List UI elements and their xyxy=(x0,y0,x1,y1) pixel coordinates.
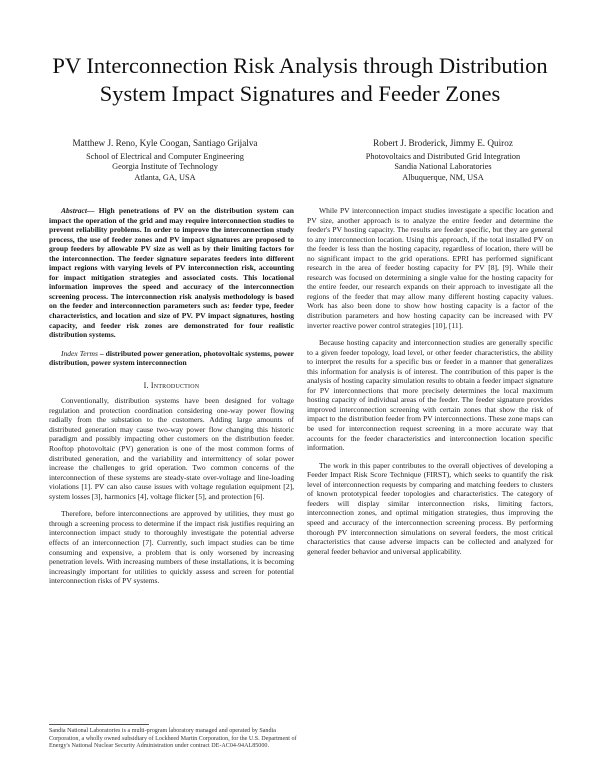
footnote: Sandia National Laboratories is a multi-program laboratory managed and operated by Sandia Corporation, a wholly owned subsidiary of Lockheed Martin Corporation, for the U.S. Department of Energy's National Nuclear Security Administration under contract DE-AC04-94AL85000. xyxy=(49,728,297,750)
author-institution-left: Georgia Institute of Technology xyxy=(112,162,218,172)
author-location-right: Albuquerque, NM, USA xyxy=(402,172,484,182)
right-paragraph-2: Because hosting capacity and interconnection studies are generally specific to a given feeder topology, load level, or other feeder characteristics, the ability to interpret the results for a specific bus or feeder in a manner that generalizes this information for analysis is of interest. The contribution of this paper is the analysis of hosting capacity simulation results to obtain a feeder impact signature for PV interconnections that more precisely determines the local maximum hosting capacity of individual areas of the feeder. The feeder signature provides improved interconnection screening with certain zones that show the risk of impact to the distribution feeder from PV interconnections. These zone maps can be used for interconnection request screening in a more accurate way that accounts for the feeder characteristics and interconnection location specific information. xyxy=(307,338,553,453)
abstract-text: High penetrations of PV on the distribution system can impact the operation of the grid and may require interconnection studies to prevent reliability problems. In order to improve the interconnection study process, the use of feeder zones and PV impact signatures are proposed to group feeders by allowable PV size as well as by their limiting factors for the interconnection. The feeder signature separates feeders into different impact regions with varying levels of PV interconnection risk, accounting for impact mitigation strategies and associated costs. This locational information improves the speed and accuracy of the interconnection screening process. The interconnection risk analysis methodology is based on the feeder and interconnection parameters such as: feeder type, feeder characteristics, and location and size of PV. PV impact signatures, hosting capacity, and feeder risk zones are demonstrated for four realistic distribution systems. xyxy=(49,206,294,340)
section-numeral: I. xyxy=(143,380,151,390)
right-column xyxy=(307,206,553,556)
author-block-right xyxy=(318,138,568,183)
index-terms xyxy=(49,349,294,368)
title-line-1: PV Interconnection Risk Analysis through Distribution xyxy=(52,53,548,78)
abstract-dash: — xyxy=(87,206,99,215)
abstract xyxy=(49,206,294,340)
intro-paragraph-2: Therefore, before interconnections are approved by utilities, they must go through a screening process to determine if the impact risk justifies requiring an interconnection impact study to thoroughly investigate the potential adverse effects of an interconnection [7]. Currently, such impact studies can be time consuming and expensive, a problem that is only worsened by increasing penetration levels. With increasing numbers of these installations, it is becoming increasingly important for utilities to quickly assess and screen for potential interconnection risks of PV systems. xyxy=(49,509,294,586)
right-paragraph-3: The work in this paper contributes to the overall objectives of developing a Feeder Impact Risk Score Technique (FIRST), which seeks to quantify the risk level of interconnection requests by comparing and matching feeders to clusters of known prototypical feeder topologies and characteristics. The category of feeders will display similar interconnection risks, limiting factors, interconnection zones, and optimal mitigation strategies, thus improving the speed and accuracy of the interconnection screening process. By performing thorough PV interconnection simulations on several feeders, the most critical characteristics that cause adverse impacts can be collected and analyzed for general feeder behavior and universal applicability. xyxy=(307,460,553,556)
author-institution-right: Sandia National Laboratories xyxy=(394,162,492,172)
title-line-2: System Impact Signatures and Feeder Zones xyxy=(99,81,501,106)
author-dept-left: School of Electrical and Computer Engineering xyxy=(86,151,244,161)
intro-paragraph-1: Conventionally, distribution systems have been designed for voltage regulation and protection coordination considering one-way power flowing radially from the substation to the customers. Adding large amounts of distributed generation may cause two-way power flow changing this historic paradigm and possibly impacting other customers on the distribution feeder. Rooftop photovoltaic (PV) generation is one of the most common forms of distributed generation, and the variability and intermittency of solar power increase the challenges to grid operation. Two common concerns of the interconnection of these systems are steady-state over-voltage and line-loading violations [1]. PV can also cause issues with voltage regulation equipment [2], system losses [3], harmonics [4], voltage flicker [5], and protection [6]. xyxy=(49,396,294,501)
index-terms-text: – distributed power generation, photovoltaic systems, power distribution, power system interconnection xyxy=(49,348,294,368)
section-heading-introduction xyxy=(49,381,294,391)
section-title: Introduction xyxy=(150,380,200,390)
left-column xyxy=(49,206,294,586)
author-names-right: Robert J. Broderick, Jimmy E. Quiroz xyxy=(373,138,513,148)
paper-title xyxy=(20,52,580,108)
author-block-left xyxy=(40,138,290,183)
abstract-label: Abstract xyxy=(61,206,87,215)
author-dept-right: Photovoltaics and Distributed Grid Integration xyxy=(365,151,521,161)
footnote-divider xyxy=(49,724,149,725)
index-terms-label: Index Terms xyxy=(61,348,98,358)
author-names-left: Matthew J. Reno, Kyle Coogan, Santiago Grijalva xyxy=(72,138,258,148)
author-location-left: Atlanta, GA, USA xyxy=(134,172,196,182)
right-paragraph-1: While PV interconnection impact studies investigate a specific location and PV size, another approach is to analyze the entire feeder and determine the feeder's PV hosting capacity. The results are feeder specific, but they are general to any interconnection location. Using this approach, if the total installed PV on the feeder is less than the hosting capacity, regardless of location, there will be no significant impact to the grid operations. EPRI has performed significant research in the area of feeder hosting capacity for PV [8], [9]. While their research was focused on determining a single value for the hosting capacity for the entire feeder, our research expands on their approach to investigate all the regions of the feeder that may allow many different hosting capacity values. Work has also been done to show how hosting capacity is a factor of the distribution parameters and how hosting capacity can be increased with PV inverter reactive power control strategies [10], [11]. xyxy=(307,206,553,330)
